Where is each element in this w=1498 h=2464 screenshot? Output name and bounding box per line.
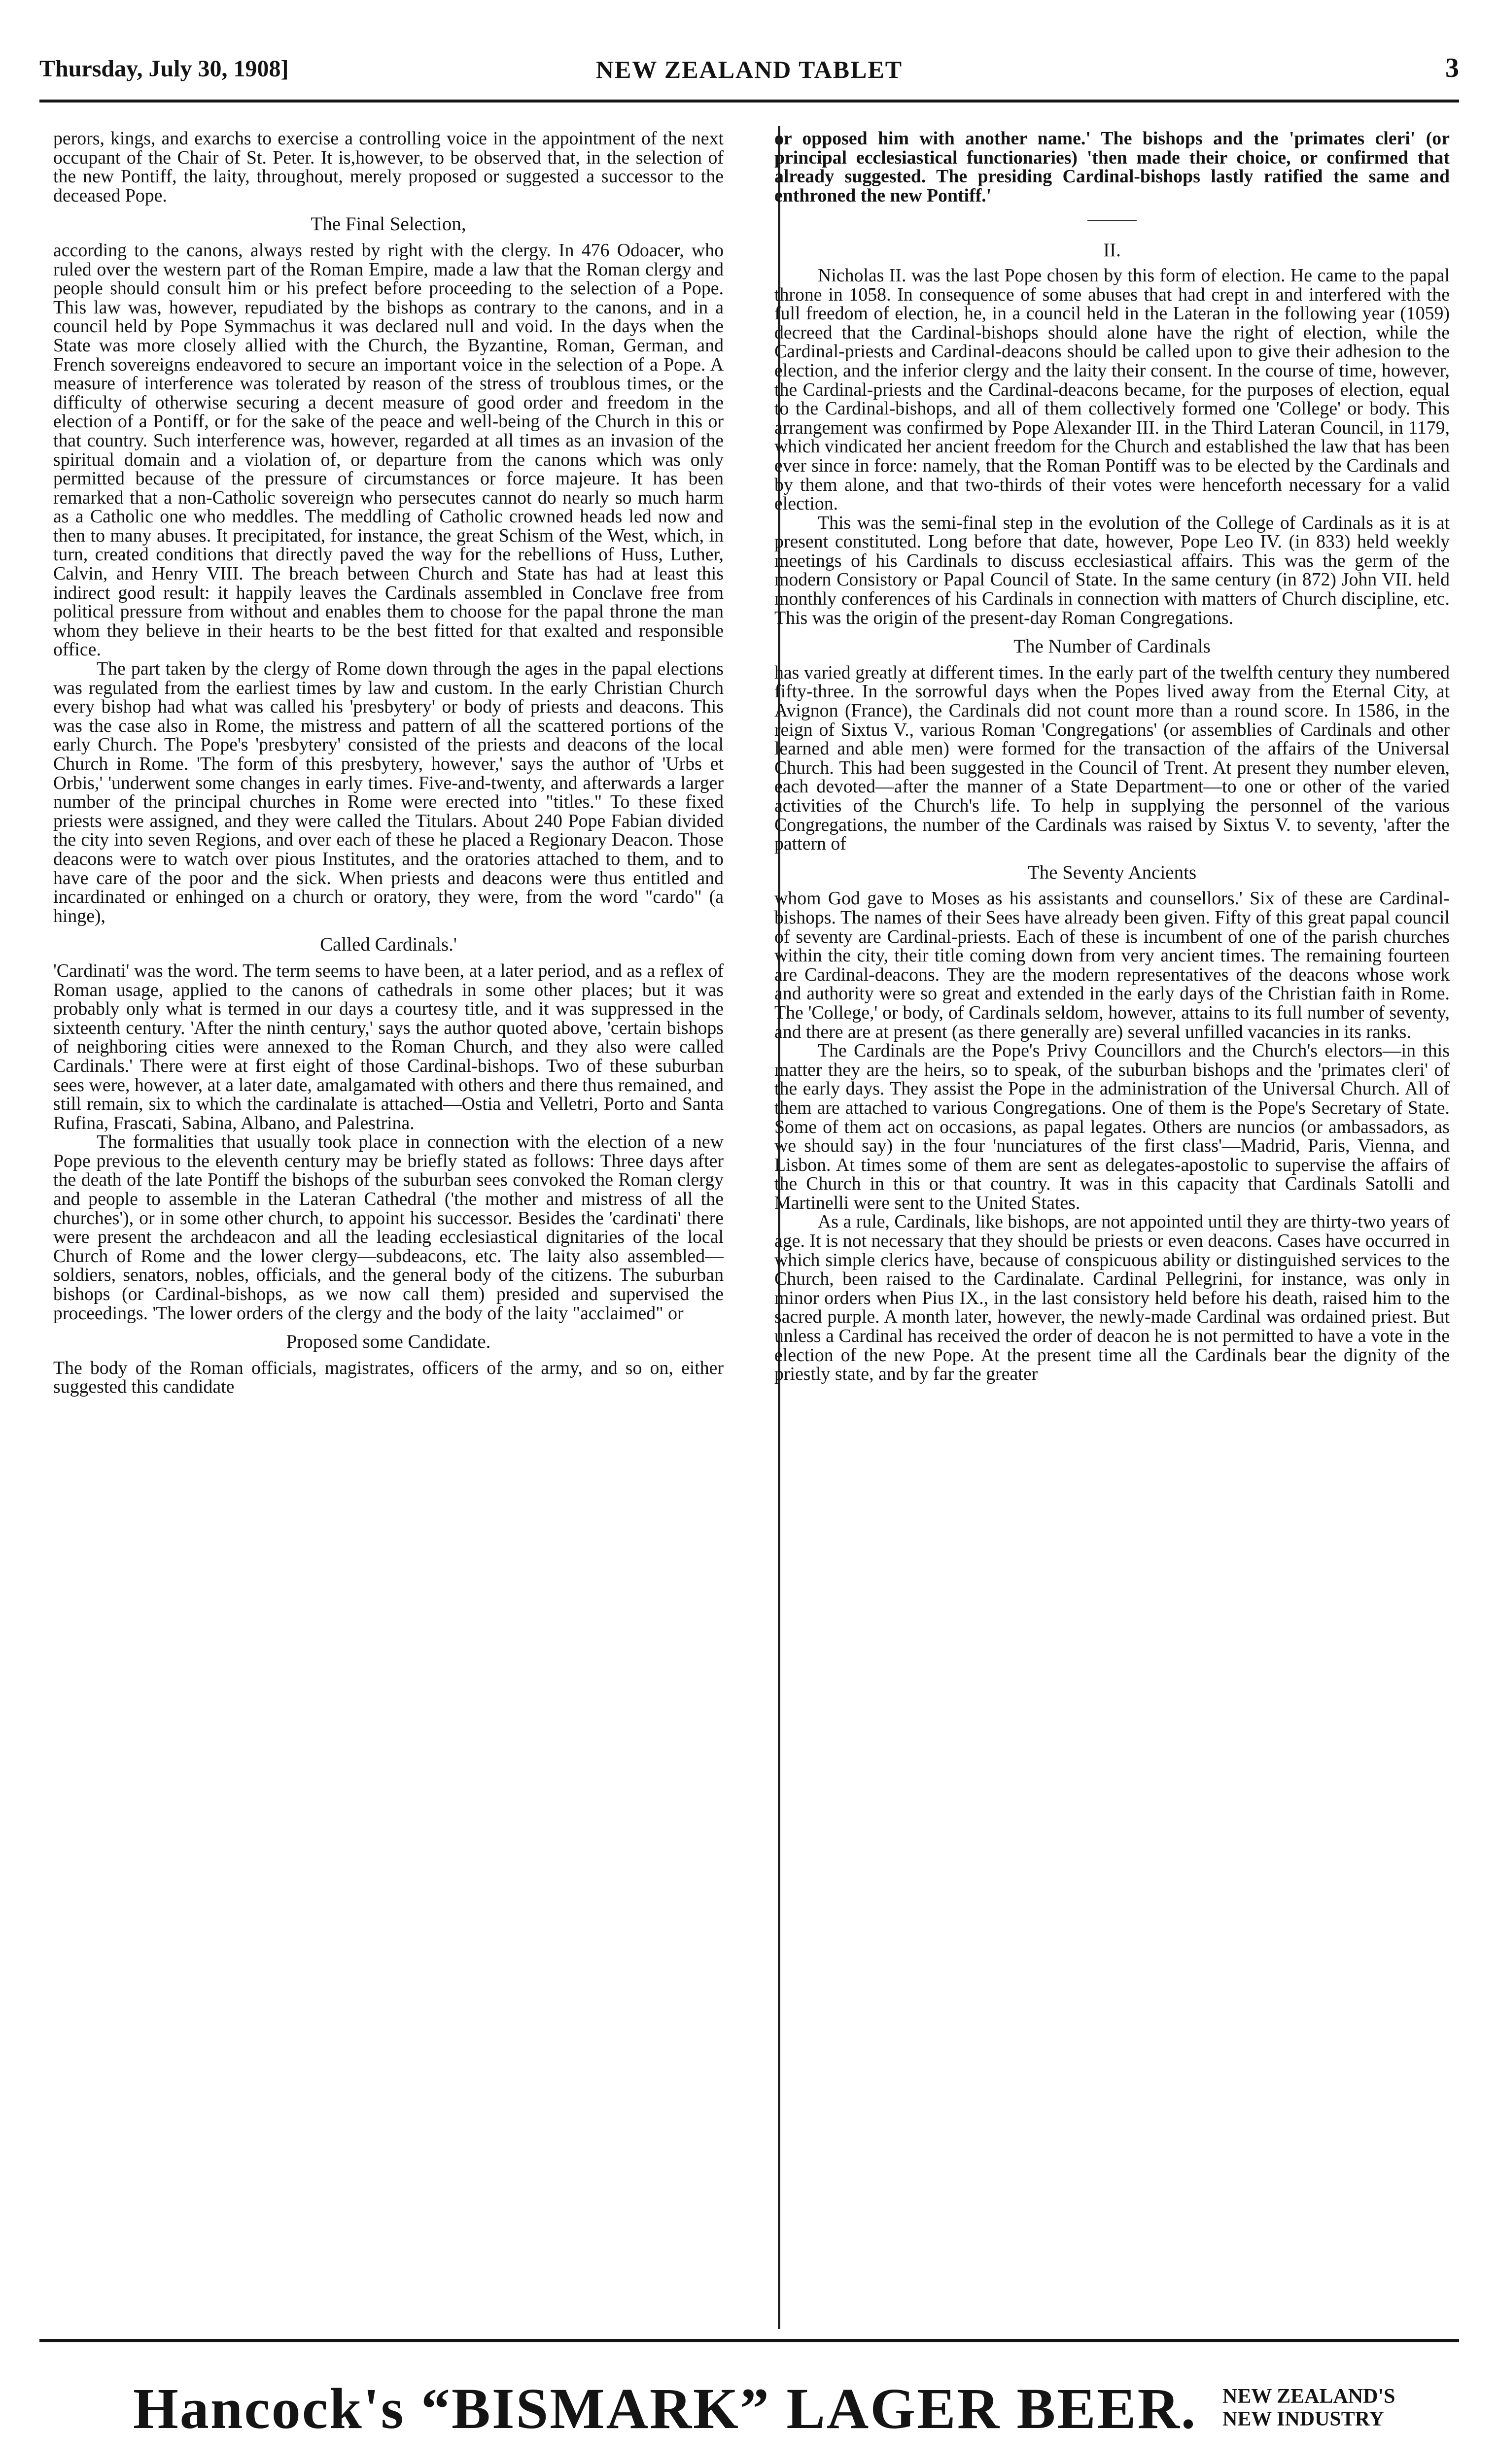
page-number: 3	[1445, 53, 1459, 83]
paragraph: or opposed him with another name.' The bishops and the 'primates cleri' (or principal ecclesiastical functionaries) 'then made their choice, or confirmed that already suggested. The presiding Cardinal-bishops lastly ratified the same and enthroned the new Pontiff.'	[774, 129, 1450, 206]
advertisement-tagline	[1222, 2385, 1395, 2430]
subheading-seventy-ancients: The Seventy Ancients	[1027, 861, 1197, 883]
paragraph: The Cardinals are the Pope's Privy Councillors and the Church's electors—in this matter they are the heirs, so to speak, of the suburban bishops and the 'primates cleri' of the early days. They assist the Pope in the administration of the Universal Church. All of them are attached to various Congregations. One of them is the Pope's Secretary of State. Some of them act on occasions, as papal legates. Others are nuncios (or ambassadors, as we should say) in the four 'nunciatures of the first class'—Madrid, Paris, Vienna, and Lisbon. At times some of them are sent as delegates-apostolic to supervise the affairs of the Church in this or that country. It was in this capacity that Cardinals Satolli and Martinelli were sent to the United States.	[774, 1040, 1450, 1213]
paragraph: whom God gave to Moses as his assistants and counsellors.' Six of these are Cardinal-bishops. The names of their Sees have already been given. Fifty of this great papal council of seventy are Cardinal-priests. Each of these is incumbent of one of the parish churches within the city, their title coming down from very ancient times. The remaining fourteen are Cardinal-deacons. They are the modern representatives of the deacons whose work and authority were so great and extended in the early days of the Christian faith in Rome. The 'College,' or body, of Cardinals seldom, however, attains to its full number of seventy, and there are at present (as there generally are) several unfilled vacancies in its ranks.	[774, 888, 1450, 1042]
paragraph: according to the canons, always rested by right with the clergy. In 476 Odoacer, who ruled over the western part of the Roman Empire, made a law that the Roman clergy and people should consult him or his prefect before proceeding to the selection of a Pope. This law was, however, repudiated by the bishops as contrary to the canons, and in a council held by Pope Symmachus it was declared null and void. In the days when the State was more closely allied with the Church, the Byzantine, Roman, German, and French sovereigns endeavored to secure an important voice in the selection of a Pope. A measure of interference was tolerated by reason of the stress of troublous times, or the difficulty of otherwise securing a decent measure of good order and freedom in the election of a Pontiff, or for the sake of the peace and well-being of the Church in this or that country. Such interference was, however, regarded at all times as an invasion of the spiritual domain and a violation of, or departure from the canons which was only permitted because of the pressure of circumstances or force majeure. It has been remarked that a non-Catholic sovereign who persecutes cannot do nearly so much harm as a Catholic one who meddles. The meddling of Catholic crowned heads led now and then to many abuses. It precipitated, for instance, the great Schism of the West, which, in turn, created conditions that directly paved the way for the rebellions of Huss, Luther, Calvin, and Henry VIII. The breach between Church and State has had at least this indirect good result: it happily leaves the Cardinals assembled in Conclave free from political pressure from without and enables them to choose for the papal throne the man whom they believe in their hearts to be the best fitted for that exalted and responsible office.	[53, 240, 724, 660]
tagline-line-1: NEW ZEALAND'S	[1222, 2385, 1395, 2408]
subheading-called-cardinals: Called Cardinals.'	[320, 934, 457, 956]
left-column	[53, 129, 724, 2334]
paragraph: The part taken by the clergy of Rome down through the ages in the papal elections was regulated from the earliest times by law and custom. In the early Christian Church every bishop had what was called his 'presbytery' or body of priests and deacons. This was the case also in Rome, the mistress and pattern of all the scattered portions of the early Church. The Pope's 'presbytery' consisted of the priests and deacons of the local Church in Rome. 'The form of this presbytery, however,' says the author of 'Urbs et Orbis,' 'underwent some changes in early times. Five-and-twenty, and afterwards a larger number of the principal churches in Rome were erected into "titles." To these fixed priests were assigned, and they were called the Titulars. About 240 Pope Fabian divided the city into seven Regions, and over each of these he placed a Regionary Deacon. Those deacons were to watch over pious Institutes, and the oratories attached to them, and to have care of the poor and the sick. When priests and deacons were thus entitled and incardinated or enhinged on a church or oratory, they were, from the word "cardo" (a hinge),	[53, 658, 724, 926]
masthead	[39, 50, 1459, 95]
paragraph: Nicholas II. was the last Pope chosen by this form of election. He came to the papal throne in 1058. In consequence of some abuses that had crept in and interfered with the full freedom of election, he, in a council held in the Lateran in the following year (1059) decreed that the Cardinal-bishops should alone have the right of election, while the Cardinal-priests and Cardinal-deacons should be called upon to give their adhesion to the election, and the inferior clergy and the laity their consent. In the course of time, however, the Cardinal-priests and the Cardinal-deacons became, for the purposes of election, equal to the Cardinal-bishops, and all of them collectively formed one 'College' or body. This arrangement was confirmed by Pope Alexander III. in the Third Lateran Council, in 1179, which vindicated her ancient freedom for the Church and established the law that has been ever since in force: namely, that the Roman Pontiff was to be elected by the Cardinals and by them alone, and that two-thirds of their votes were henceforth necessary for a valid election.	[774, 265, 1450, 514]
paragraph: This was the semi-final step in the evolution of the College of Cardinals as it is at present constituted. Long before that date, however, Pope Leo IV. (in 833) held weekly meetings of his Cardinals to discuss ecclesiastical affairs. This was the germ of the modern Consistory or Papal Council of State. In the same century (in 872) John VII. held monthly conferences of his Cardinals in connection with matters of Church discipline, etc. This was the origin of the present-day Roman Congregations.	[774, 512, 1450, 628]
paragraph: 'Cardinati' was the word. The term seems to have been, at a later period, and as a reflex of Roman usage, applied to the canons of cathedrals in some other places; but it was probably only what is termed in our days a courtesy title, and it was suppressed in the sixteenth century. 'After the ninth century,' says the author quoted above, 'certain bishops of neighboring cities were annexed to the Roman Church, and they also were called Cardinals.' There were at first eight of those Cardinal-bishops. Two of these suburban sees were, however, at a later date, amalgamated with others and there thus remained, and still remain, six to which the cardinalate is attached—Ostia and Velletri, Porto and Santa Rufina, Frascati, Sabina, Albano, and Palestrina.	[53, 960, 724, 1133]
tagline-line-2: NEW INDUSTRY	[1222, 2408, 1384, 2430]
paragraph: has varied greatly at different times. In the early part of the twelfth century they numbered fifty-three. In the sorrowful days when the Popes lived away from the Eternal City, at Avignon (France), the Cardinals did not count more than a round score. In 1586, in the reign of Sixtus V., various Roman 'Congregations' (or assemblies of Cardinals and other learned and able men) were formed for the transaction of the affairs of the Universal Church. This had been suggested in the Council of Trent. At present they number eleven, each devoted—after the manner of a State Department—to one or other of the varied activities of the Church's life. To help in supplying the personnel of the various Congregations, the number of the Cardinals was raised by Sixtus V. to seventy, 'after the pattern of	[774, 662, 1450, 855]
section-numeral: II.	[1103, 240, 1121, 261]
beer-advertisement	[44, 2365, 1454, 2449]
advertisement-slogan: Hancock's “BISMARK” LAGER BEER.	[133, 2376, 1197, 2441]
paragraph: The formalities that usually took place in connection with the election of a new Pope previous to the eleventh century may be briefly stated as follows: Three days after the death of the late Pontiff the bishops of the suburban sees convoked the Roman clergy and people to assemble in the Lateran Cathedral ('the mother and mistress of all the churches'), or in some other church, to appoint his successor. Besides the 'cardinati' there were present the archdeacon and all the leading ecclesiastical dignitaries of the local Church of Rome and the lower clergy—subdeacons, etc. The laity also assembled—soldiers, senators, nobles, officials, and the general body of the citizens. The suburban bishops (or Cardinal-bishops, as we now call them) presided and supervised the proceedings. 'The lower orders of the clergy and the body of the laity "acclaimed" or	[53, 1131, 724, 1324]
issue-date: Thursday, July 30, 1908]	[39, 56, 289, 82]
header-rule	[39, 100, 1459, 103]
newspaper-title: NEW ZEALAND TABLET	[595, 56, 903, 83]
subheading-final-selection: The Final Selection,	[311, 213, 466, 235]
paragraph: The body of the Roman officials, magistrates, officers of the army, and so on, either suggested this candidate	[53, 1357, 724, 1398]
paragraph: As a rule, Cardinals, like bishops, are not appointed until they are thirty-two years of age. It is not necessary that they should be priests or even deacons. Cases have occurred in which simple clerics have, because of conspicuous ability or distinguished services to the Church, been raised to the Cardinalate. Cardinal Pellegrini, for instance, was only in minor orders when Pius IX., in the last consistory held before his death, raised him to the sacred purple. A month later, however, the newly-made Cardinal was ordained priest. But unless a Cardinal has received the order of deacon he is not permitted to have a vote in the election of the new Pope. At the present time all the Cardinals bear the dignity of the priestly state, and by far the greater	[774, 1211, 1450, 1385]
subheading-number-of-cardinals: The Number of Cardinals	[1013, 636, 1211, 657]
paragraph: perors, kings, and exarchs to exercise a controlling voice in the appointment of the next occupant of the Chair of St. Peter. It is,however, to be observed that, in the selection of the new Pontiff, the laity, throughout, merely proposed or suggested a successor to the deceased Pope.	[53, 129, 724, 206]
section-divider	[1087, 220, 1137, 221]
subheading-proposed-candidate: Proposed some Candidate.	[286, 1331, 491, 1353]
footer-rule	[39, 2339, 1459, 2342]
right-column	[774, 129, 1450, 2334]
